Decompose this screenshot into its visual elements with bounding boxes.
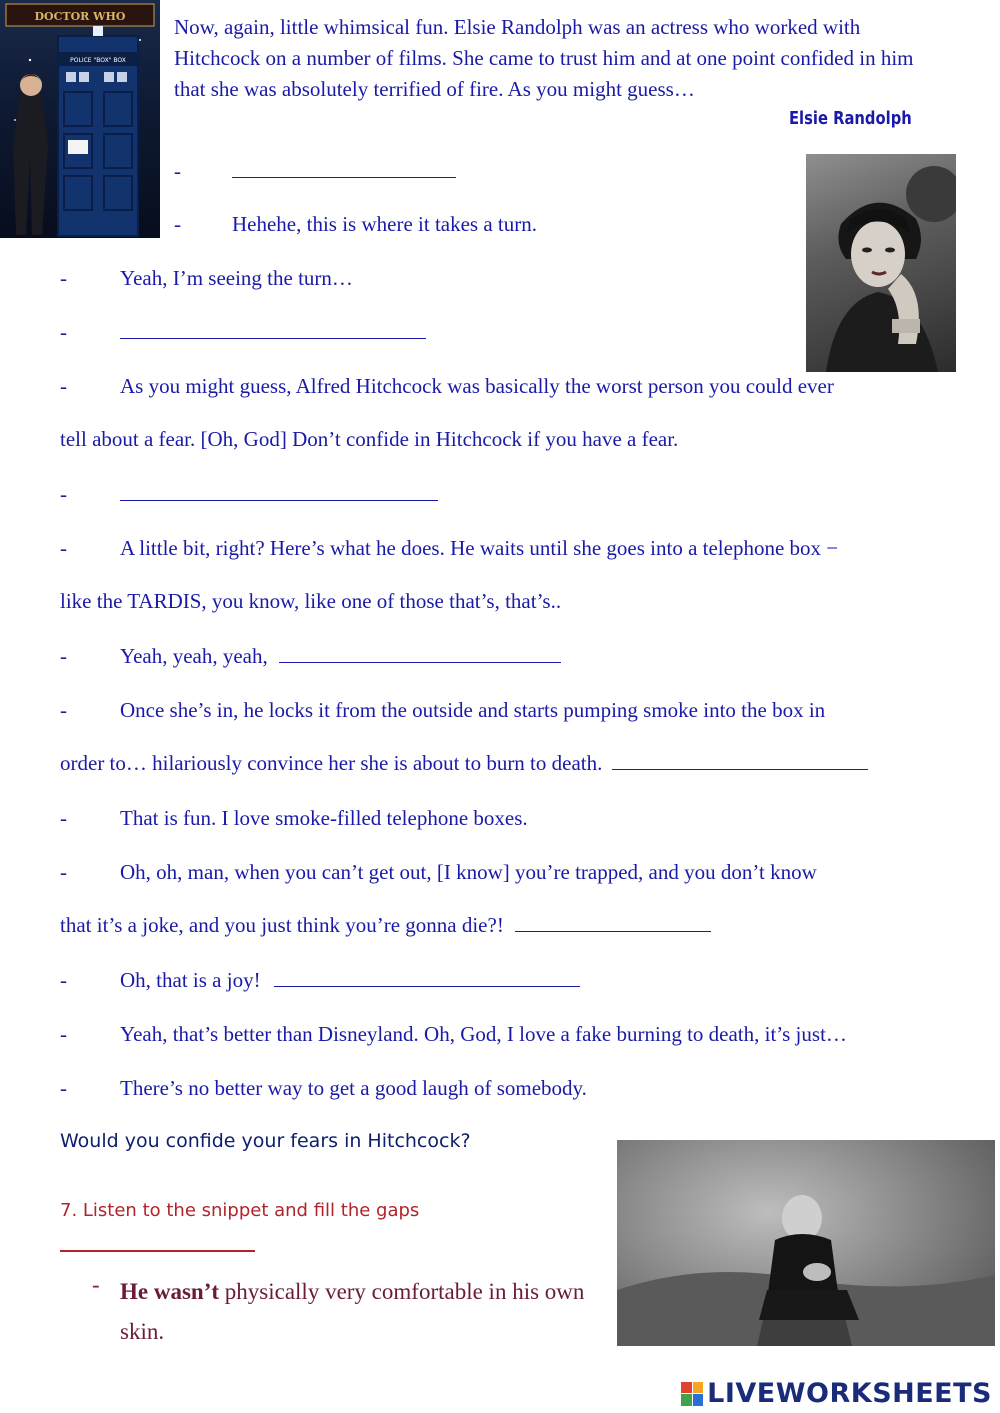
dialogue-dash: - bbox=[60, 482, 67, 506]
dialogue-text: that it’s a joke, and you just think you’re gonna die?! bbox=[60, 913, 504, 937]
gap-input-3[interactable] bbox=[120, 482, 438, 501]
dialogue-text: Yeah, that’s better than Disneyland. Oh, God, I love a fake burning to death, it’s just… bbox=[120, 1022, 847, 1046]
discussion-question: Would you confide your fears in Hitchcock? bbox=[60, 1130, 471, 1152]
dialogue-line-7-continued: like the TARDIS, you know, like one of those that’s, that’s.. bbox=[60, 589, 562, 613]
dialogue-dash: - bbox=[60, 806, 67, 830]
dialogue-dash: - bbox=[60, 320, 67, 344]
gap-input-2[interactable] bbox=[120, 320, 426, 339]
dialogue-dash: - bbox=[174, 159, 181, 183]
gap-input-5[interactable] bbox=[612, 751, 868, 770]
dialogue-text: That is fun. I love smoke-filled telephone boxes. bbox=[120, 806, 528, 830]
dialogue-dash: - bbox=[60, 374, 67, 398]
gap-input-6[interactable] bbox=[515, 913, 711, 932]
dialogue-dash: - bbox=[60, 698, 67, 722]
dialogue-text: Hehehe, this is where it takes a turn. bbox=[232, 212, 537, 236]
dialogue-text: Yeah, I’m seeing the turn… bbox=[120, 266, 353, 290]
gap-input-1[interactable] bbox=[232, 159, 456, 178]
section-7-item bbox=[120, 1272, 610, 1352]
intro-paragraph: Now, again, little whimsical fun. Elsie Randolph was an actress who worked with Hitchcock on a number of films. She came to trust him and at one point confided in him that she was absolutely terrified of fire. As you might guess… bbox=[174, 15, 914, 101]
dialogue-text: Once she’s in, he locks it from the outside and starts pumping smoke into the box in bbox=[120, 698, 826, 722]
dialogue-text: There’s no better way to get a good laugh of somebody. bbox=[120, 1076, 587, 1100]
tardis-illustration bbox=[0, 0, 160, 238]
dialogue-line-5-continued: tell about a fear. [Oh, God] Don’t confide in Hitchcock if you have a fear. bbox=[60, 427, 679, 451]
dialogue-dash: - bbox=[60, 860, 67, 884]
dialogue-text: Oh, oh, man, when you can’t get out, [I know] you’re trapped, and you don’t know bbox=[120, 860, 817, 884]
elsie-randolph-illustration bbox=[806, 154, 956, 372]
hitchcock-photo bbox=[617, 1140, 995, 1346]
dialogue-text: As you might guess, Alfred Hitchcock was basically the worst person you could ever bbox=[120, 374, 834, 398]
doctor-who-logo: DOCTOR WHO bbox=[34, 10, 126, 23]
dialogue-dash: - bbox=[60, 968, 67, 992]
dialogue-text: order to… hilariously convince her she is about to burn to death. bbox=[60, 751, 603, 775]
item-bold-text: He wasn’t bbox=[120, 1279, 220, 1304]
photo-caption-elsie-randolph: Elsie Randolph bbox=[789, 108, 912, 129]
elsie-randolph-photo bbox=[806, 154, 956, 372]
dialogue-text: Yeah, yeah, yeah, bbox=[120, 644, 268, 668]
item-text: physically very comfortable in his own skin. bbox=[120, 1279, 585, 1344]
section-7-heading: 7. Listen to the snippet and fill the gaps bbox=[60, 1200, 420, 1221]
tardis-sign: POLICE "BOX" BOX bbox=[70, 57, 126, 64]
heading-underline bbox=[60, 1250, 255, 1252]
dialogue-line-11-continued bbox=[60, 913, 711, 938]
gap-input-7[interactable] bbox=[274, 968, 580, 987]
dialogue-line-9-continued bbox=[60, 751, 868, 776]
list-dash: - bbox=[92, 1272, 100, 1297]
dialogue-dash: - bbox=[60, 644, 67, 668]
gap-input-4[interactable] bbox=[279, 644, 561, 663]
dialogue-dash: - bbox=[60, 1076, 67, 1100]
brand-name: LIVEWORKSHEETS bbox=[707, 1378, 992, 1409]
tardis-image bbox=[0, 0, 160, 238]
dialogue-text: Oh, that is a joy! bbox=[120, 968, 261, 992]
dialogue-dash: - bbox=[60, 536, 67, 560]
liveworksheets-logo bbox=[681, 1378, 992, 1409]
hitchcock-illustration bbox=[617, 1140, 995, 1346]
dialogue-dash: - bbox=[60, 266, 67, 290]
dialogue-dash: - bbox=[174, 212, 181, 236]
dialogue-dash: - bbox=[60, 1022, 67, 1046]
liveworksheets-logo-icon bbox=[681, 1382, 703, 1406]
dialogue-text: A little bit, right? Here’s what he does. He waits until she goes into a telephone box − bbox=[120, 536, 839, 560]
